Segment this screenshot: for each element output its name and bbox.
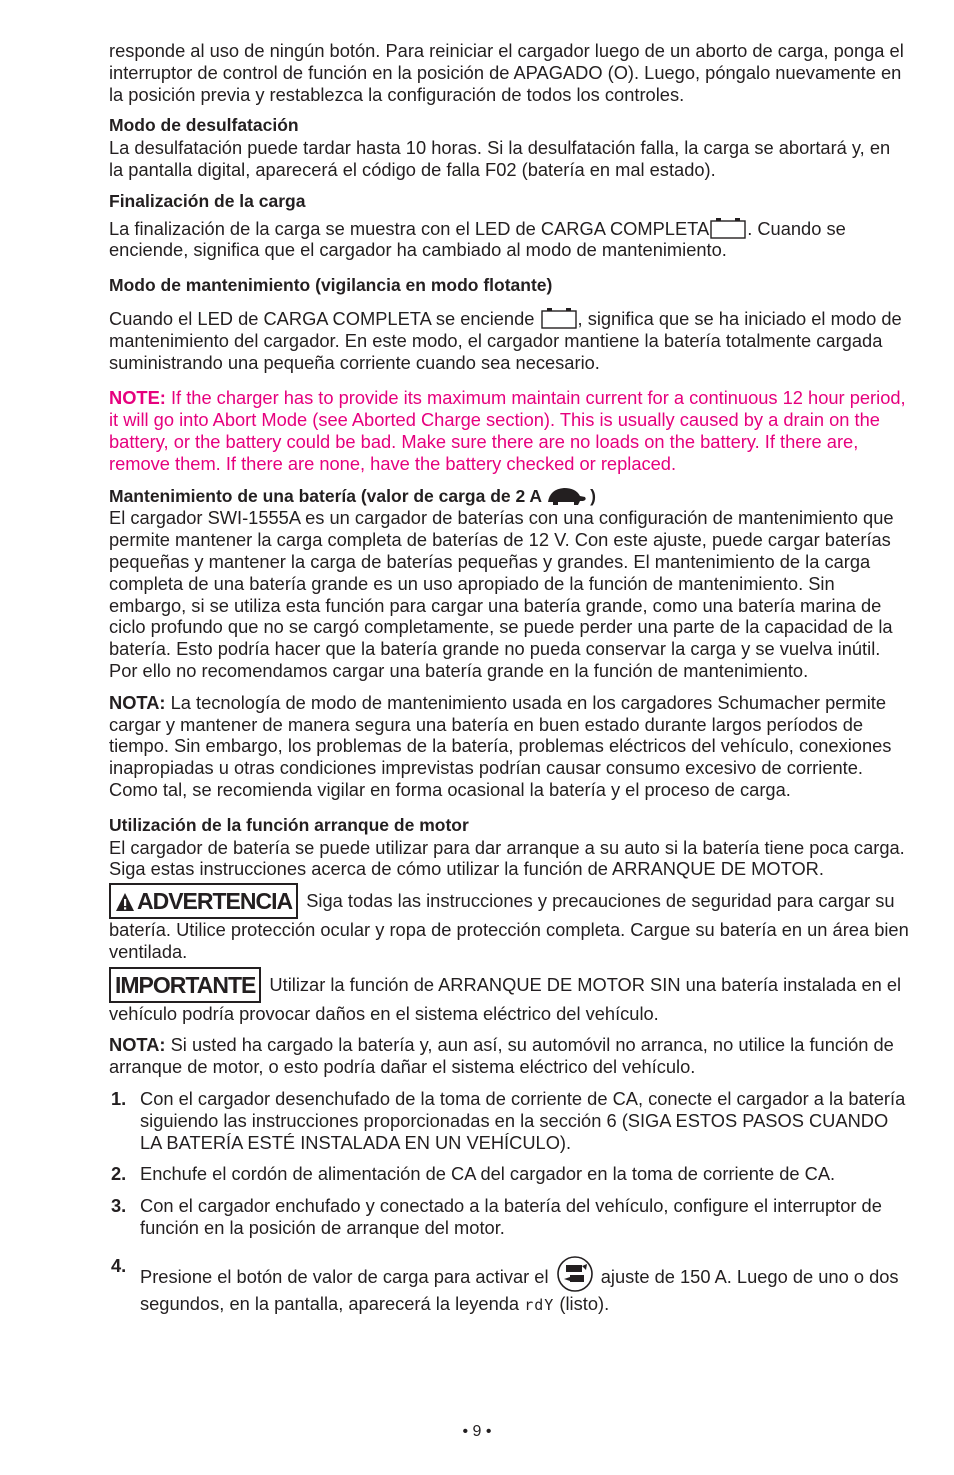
- nota-technology: [109, 692, 909, 801]
- heading-battery-maintenance-a: Mantenimiento de una batería (valor de carga de 2 A: [109, 485, 543, 506]
- english-note: [109, 387, 909, 474]
- maintain-mode-text-b: , significa que se ha iniciado el modo de mantenimiento del cargador. En este modo, el cargador mantiene la batería totalmente cargada suministrando una pequeña corriente cuando sea necesario.: [109, 307, 902, 373]
- nota-engine: [109, 1034, 909, 1078]
- english-note-label: NOTE:: [109, 387, 166, 409]
- nota-technology-label: NOTA:: [109, 691, 166, 713]
- charge-completion-text-a: La finalización de la carga se muestra con el LED de CARGA COMPLETA: [109, 217, 710, 239]
- turtle-icon: [544, 485, 588, 507]
- maintain-mode-text-a: Cuando el LED de CARGA COMPLETA se enciende: [109, 307, 535, 329]
- nota-engine-text: Si usted ha cargado la batería y, aun así, su automóvil no arranca, no utilice la función de arranque de motor, o esto podría dañar el sistema eléctrico del vehículo.: [109, 1034, 894, 1078]
- heading-battery-maintenance: [109, 485, 909, 508]
- intro-paragraph: responde al uso de ningún botón. Para reiniciar el cargador luego de un aborto de carga, ponga el interruptor de control de función en la posición de APAGADO (O). Luego, póngalo nuevamente en la posición previa y restablezca la configuración de todos los controles.: [109, 40, 904, 105]
- step-text-a: Presione el botón de valor de carga para activar el: [140, 1265, 549, 1287]
- step-text-c: (listo).: [559, 1292, 610, 1314]
- engine-start-icon: [556, 1255, 594, 1293]
- list-item: [109, 1163, 909, 1185]
- heading-maintain-mode: Modo de mantenimiento (vigilancia en modo flotante): [109, 275, 553, 296]
- step-number: 3.: [111, 1195, 127, 1217]
- step-number: 2.: [111, 1163, 127, 1185]
- warning-label-box: [109, 883, 298, 919]
- step-number: 4.: [111, 1254, 127, 1276]
- maintain-mode-text: [109, 307, 909, 373]
- page-number: • 9 •: [462, 1423, 492, 1440]
- steps-list: [109, 1088, 909, 1317]
- warning-triangle-icon: [115, 892, 135, 912]
- battery-full-icon: [710, 217, 746, 239]
- step-text-b: ajuste de 150 A. Luego de uno o dos segundos, en la pantalla, aparecerá la leyenda: [140, 1265, 899, 1314]
- heading-charge-completion: Finalización de la carga: [109, 190, 306, 211]
- list-item: [109, 1195, 909, 1239]
- heading-battery-maintenance-b: ): [590, 485, 596, 506]
- step-text: Con el cargador enchufado y conectado a la batería del vehículo, configure el interruptor de función en la posición de arranque del motor.: [140, 1195, 882, 1239]
- step-text: Con el cargador desenchufado de la toma de corriente de CA, conecte el cargador a la batería siguiendo las instrucciones proporcionadas en la sección 6 (SIGA ESTOS PASOS CUANDO LA BATERÍA ESTÉ INSTALADA EN UN VEHÍCULO).: [140, 1088, 906, 1153]
- engine-start-text: El cargador de batería se puede utilizar para dar arranque a su auto si la batería tiene poca carga. Siga estas instrucciones acerca de cómo utilizar la función de ARRANQUE DE MOTOR.: [109, 836, 905, 880]
- desulfation-text: La desulfatación puede tardar hasta 10 horas. Si la desulfatación falla, la carga se abortará y, en la pantalla digital, aparecerá el código de falla F02 (batería en mal estado).: [109, 137, 891, 180]
- list-item: [109, 1088, 909, 1153]
- heading-engine-start: Utilización de la función arranque de motor: [109, 814, 469, 835]
- charge-completion-text-b: . Cuando se enciende, significa que el cargador ha cambiado al modo de mantenimiento.: [109, 217, 846, 261]
- step-number: 1.: [111, 1088, 127, 1110]
- charge-completion-text: [109, 217, 909, 262]
- page-content: [109, 40, 909, 1317]
- heading-desulfation: Modo de desulfatación: [109, 115, 299, 136]
- display-code: rdY: [524, 1295, 555, 1314]
- english-note-text: If the charger has to provide its maximum maintain current for a continuous 12 hour period, it will go into Abort Mode (see Aborted Charge section). This is usually caused by a drain on the battery, or the battery could be bad. Make sure there are no loads on the battery. If there are, remove them. If there are none, have the battery checked or replaced.: [109, 387, 906, 474]
- list-item: [109, 1255, 909, 1317]
- warning-label: ADVERTENCIA: [137, 888, 293, 915]
- battery-full-icon: [541, 307, 577, 329]
- important-block: [109, 967, 909, 1025]
- important-label: IMPORTANTE: [115, 971, 256, 998]
- nota-technology-text: La tecnología de modo de mantenimiento usada en los cargadores Schumacher permite cargar y mantener de manera segura una batería en buen estado durante largos períodos de tiempo. Sin embargo, los problemas de la batería, problemas eléctricos del vehículo, conexiones inapropiadas u otras condiciones imprevistas podrían causar consumo excesivo de corriente. Como tal, se recomienda vigilar en forma ocasional la batería y el proceso de carga.: [109, 691, 892, 800]
- nota-engine-label: NOTA:: [109, 1034, 166, 1056]
- battery-maintenance-text: El cargador SWI-1555A es un cargador de baterías con una configuración de mantenimiento que permite mantener la carga completa de baterías de 12 V. Con este ajuste, puede cargar baterías pequeñas y mantener la carga de baterías pequeñas y grandes. El mantenimiento de la carga completa de una batería grande es un uso apropiado de la función de mantenimiento. Sin embargo, si se utiliza esta función para cargar una batería grande, como una batería marina de ciclo profundo que no se cargó completamente, se puede perder una parte de la capacidad de la batería. Esto podría hacer que la batería grande no pueda conservar la carga y se vuelva inútil. Por ello no recomendamos cargar una batería grande en la función de mantenimiento.: [109, 507, 894, 681]
- warning-block: [109, 883, 909, 963]
- warning-text: Siga todas las instrucciones y precauciones de seguridad para cargar su batería. Utilice protección ocular y ropa de protección completa. Cargue su batería en un área bien ventilada.: [109, 890, 909, 962]
- important-label-box: [109, 967, 261, 1003]
- step-text: Enchufe el cordón de alimentación de CA del cargador en la toma de corriente de CA.: [140, 1163, 836, 1185]
- important-text: Utilizar la función de ARRANQUE DE MOTOR SIN una batería instalada en el vehículo podría provocar daños en el sistema eléctrico del vehículo.: [109, 973, 902, 1024]
